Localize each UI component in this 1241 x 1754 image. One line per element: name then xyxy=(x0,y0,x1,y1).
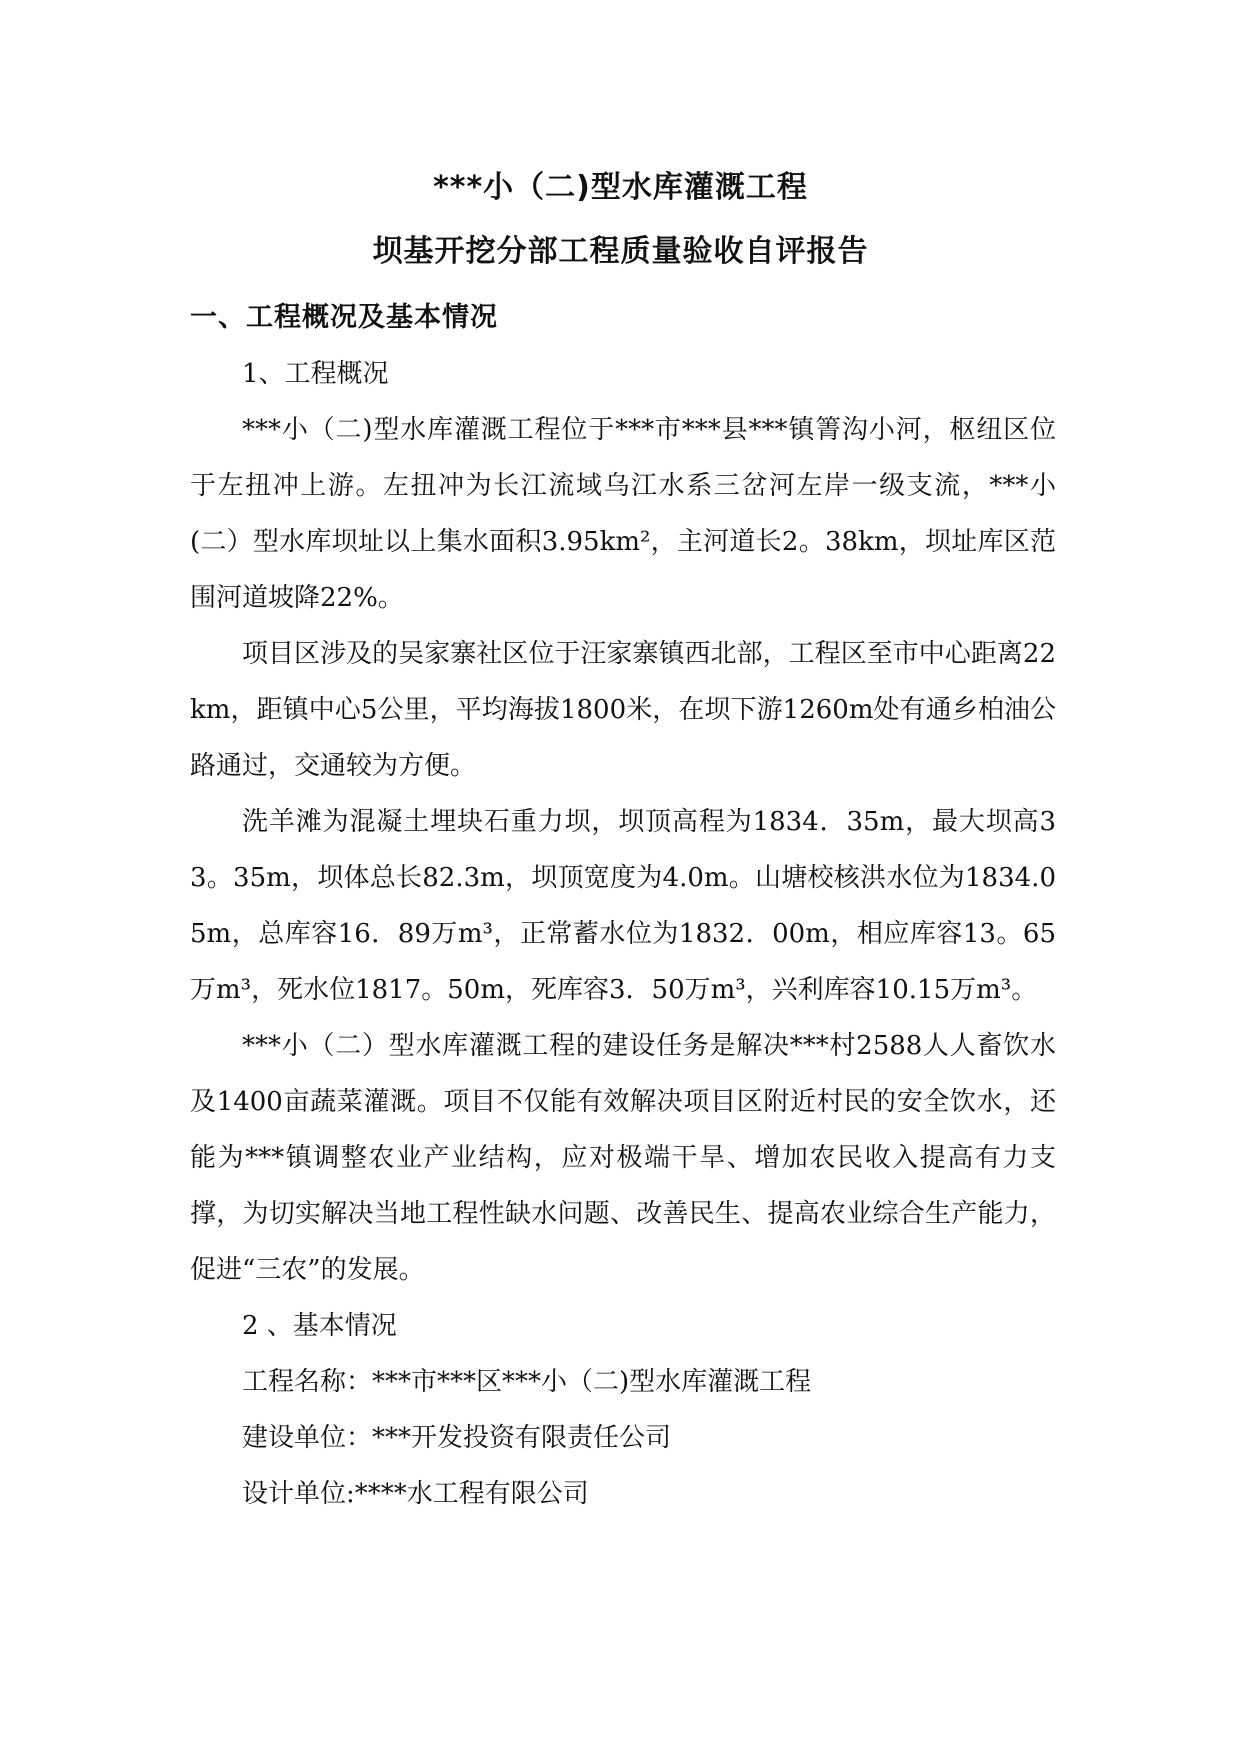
document-subtitle: 坝基开挖分部工程质量验收自评报告 xyxy=(372,234,869,269)
info-project-name: 工程名称：***市***区***小（二)型水库灌溉工程 xyxy=(242,1367,812,1397)
body-text xyxy=(190,358,1056,1522)
info-construction-unit: 建设单位：***开发投资有限责任公司 xyxy=(242,1423,672,1453)
info-design-unit: 设计单位:****水工程有限公司 xyxy=(242,1479,589,1509)
subsection-heading-basic: 2 、基本情况 xyxy=(242,1311,397,1341)
subsection-heading-overview: 1、工程概况 xyxy=(242,359,389,389)
paragraph-location: ***小（二)型水库灌溉工程位于***市***县***镇箐沟小河，枢纽区位于左扭冲上游。左扭冲为长江流域乌江水系三岔河左岸一级支流，***小(二）型水库坝址以上集水面积3.95km²，主河道长2。38km，坝址库区范围河道坡降22%。 xyxy=(190,415,1056,613)
paragraph-task: ***小（二）型水库灌溉工程的建设任务是解决***村2588人人畜饮水及1400亩蔬菜灌溉。项目不仅能有效解决项目区附近村民的安全饮水，还能为***镇调整农业产业结构，应对极端干旱、增加农民收入提高有力支撑，为切实解决当地工程性缺水问题、改善民生、提高农业综合生产能力，促进“三农”的发展。 xyxy=(190,1031,1056,1285)
paragraph-dam: 洗羊滩为混凝土埋块石重力坝，坝顶高程为1834．35m，最大坝高33。35m，坝体总长82.3m，坝顶宽度为4.0m。山塘校核洪水位为1834.05m，总库容16．89万m³，正常蓄水位为1832．00m，相应库容13。65万m³，死水位1817。50m，死库容3．50万m³，兴利库容10.15万m³。 xyxy=(190,807,1056,1005)
paragraph-traffic: 项目区涉及的吴家寨社区位于汪家寨镇西北部，工程区至市中心距离22km，距镇中心5公里，平均海拔1800米，在坝下游1260m处有通乡柏油公路通过，交通较为方便。 xyxy=(190,639,1056,781)
section-heading: 一、工程概况及基本情况 xyxy=(190,302,498,333)
document-title: ***小（二)型水库灌溉工程 xyxy=(433,170,808,205)
